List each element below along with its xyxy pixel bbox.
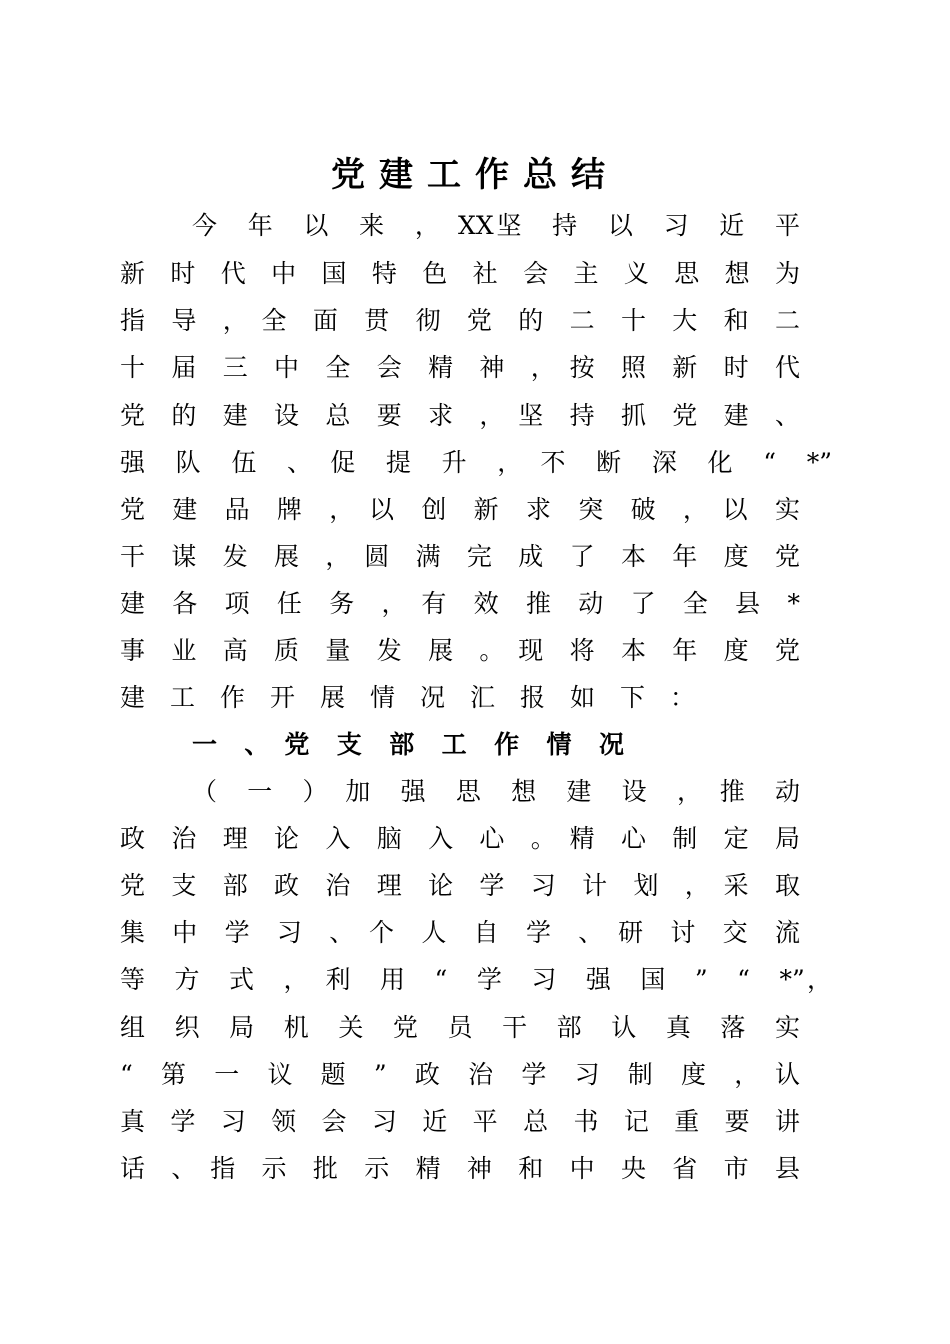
- paragraph-line: 等 方 式 ， 利 用 “ 学 习 强 国 ” “ *”，: [120, 965, 832, 994]
- paragraph-line: 话 、 指 示 批 示 精 神 和 中 央 省 市 县: [120, 1154, 800, 1183]
- document-title: 党建工作总结: [331, 155, 619, 195]
- paragraph-line: 指 导 ， 全 面 贯 彻 党 的 二 十 大 和 二: [120, 306, 800, 335]
- paragraph-line: 今 年 以 来 ， XX坚 持 以 习 近 平: [192, 211, 800, 240]
- paragraph-line: 政 治 理 论 入 脑 入 心 。 精 心 制 定 局: [120, 824, 800, 853]
- paragraph-line: 党 支 部 政 治 理 论 学 习 计 划 ， 采 取: [120, 871, 800, 900]
- paragraph-line: 十 届 三 中 全 会 精 神 ， 按 照 新 时 代: [120, 353, 800, 382]
- section-heading: 一 、 党 支 部 工 作 情 况: [192, 730, 624, 759]
- paragraph-line: “ 第 一 议 题 ” 政 治 学 习 制 度 ， 认: [120, 1060, 800, 1089]
- paragraph-line: 党 的 建 设 总 要 求 ， 坚 持 抓 党 建 、: [120, 401, 800, 430]
- paragraph-line: 党 建 品 牌 ， 以 创 新 求 突 破 ， 以 实: [120, 495, 800, 524]
- paragraph-line: 强 队 伍 、 促 提 升 ， 不 断 深 化 “ *”: [120, 448, 832, 477]
- paragraph-line: 真 学 习 领 会 习 近 平 总 书 记 重 要 讲: [120, 1107, 800, 1136]
- paragraph-line: 集 中 学 习 、 个 人 自 学 、 研 讨 交 流: [120, 918, 800, 947]
- paragraph-line: 新 时 代 中 国 特 色 社 会 主 义 思 想 为: [120, 259, 800, 288]
- paragraph-line: 组 织 局 机 关 党 员 干 部 认 真 落 实: [120, 1013, 800, 1042]
- paragraph-line: 建 各 项 任 务 ， 有 效 推 动 了 全 县 *: [120, 589, 800, 618]
- paragraph-line: 干 谋 发 展 ， 圆 满 完 成 了 本 年 度 党: [120, 542, 800, 571]
- paragraph-line: 事 业 高 质 量 发 展 。 现 将 本 年 度 党: [120, 636, 800, 665]
- subsection-heading-line: （ 一 ） 加 强 思 想 建 设 ， 推 动: [192, 777, 800, 806]
- paragraph-line: 建 工 作 开 展 情 况 汇 报 如 下 ：: [120, 683, 696, 712]
